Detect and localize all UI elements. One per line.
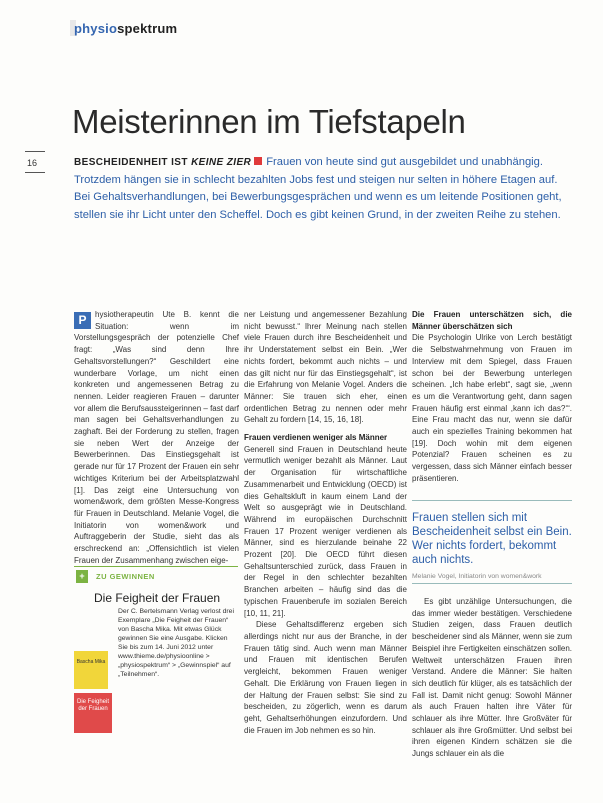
intro-kicker bbox=[74, 157, 251, 168]
column-1 bbox=[74, 309, 239, 566]
drop-cap: P bbox=[74, 312, 91, 329]
column-3-text-a: Die Psychologin Ulrike von Lerch bestätigt die Selbstwahrnehmung von Frauen im Interview mit dem Spiegel, dass Frauen schon bei der Bewerbung unterlegen scheinen. „Ich habe erlebt“, sagt sie, „wenn es um die Verantwortung geht, dann sagen Frauen häufig erst einmal ,kann ich das?‘“. Eine Frau macht das nur, wenn sie dafür auch ein spezielles Training bekommen hat [19]. Doch wohin mit dem eigenen Potenzial? Frauen scheinen es zu vergessen, dass sich Männer einfach besser präsentieren. bbox=[412, 333, 572, 483]
article-intro bbox=[74, 154, 574, 224]
page-number-rule-bottom bbox=[25, 172, 45, 173]
pull-quote-text: Frauen stellen sich mit Bescheidenheit selbst ein Bein. Wer nichts fordert, bekommt auch nichts. bbox=[412, 512, 572, 566]
article-headline: Meisterinnen im Tiefstapeln bbox=[72, 103, 466, 140]
book-cover-bottom bbox=[74, 693, 112, 733]
column-2-text-b: Generell sind Frauen in Deutschland heute vermutlich weniger bezahlt als Männer. Laut der Organisation für wirtschaftliche Zusammenarbeit und Entwicklung (OECD) ist dies Gehaltskluft in kaum einem Land der Welt so ausgeprägt wie in Deutschland. Während im europäischen Durchschnitt Frauen 17 Prozent weniger verdienen als Männer, sind es hierzulande beinahe 22 Prozent [20]. Die OECD führt diesen Gehaltsunterschied zurück, dass Frauen in der Regel in den schlechter bezahlten Branchen arbeiten – häufig sind das die typischen Frauenberufe im sozialen Bereich [10, 11, 21]. bbox=[244, 444, 407, 618]
pull-quote-source: Melanie Vogel, Initiatorin von women&work bbox=[412, 573, 542, 580]
book-title: Die Feigheit der Frauen bbox=[76, 699, 109, 712]
column-2-subheading: Frauen verdienen weniger als Männer bbox=[244, 433, 388, 443]
page-number: 16 bbox=[27, 158, 38, 168]
book-author: Bascha Mika bbox=[76, 659, 106, 665]
column-3 bbox=[412, 309, 572, 485]
book-cover-top bbox=[74, 651, 108, 689]
giveaway-box bbox=[74, 566, 238, 779]
kicker-part1: BESCHEIDENHEIT IST bbox=[74, 157, 192, 168]
kicker-part2: KEINE ZIER bbox=[191, 157, 252, 168]
giveaway-title: Die Feigheit der Frauen bbox=[94, 591, 221, 605]
giveaway-text: Der C. Bertelsmann Verlag verlost drei Exemplare „Die Feigheit der Frauen“ von Bascha Mika. Mit etwas Glück gewinnen Sie eine Ausgabe. Klicken Sie bis zum 14. Juni 2012 unter www.thieme.de/physioonline > „physiospektrum“ > „Gewinnspiel“ auf „Teilnehmen“. bbox=[118, 608, 234, 678]
book-cover-image bbox=[74, 651, 112, 739]
intro-text: Frauen von heute sind gut ausgebildet und unabhängig. Trotzdem hängen sie in schlecht bezahlten Jobs fest und steigen nur selten in höhere Etagen auf. Bei Gehaltsverhandlungen, bei Bewerbungsgesprächen und wenn es um leitende Positionen geht, stellen sie ihr Licht unter den Scheffel. Doch es gibt keinen Grund, in der zweiten Reihe zu stehen. bbox=[74, 156, 562, 221]
plus-icon: + bbox=[76, 570, 88, 583]
column-2-text-a: ner Leistung und angemessener Bezahlung nicht bewusst.“ Ihrer Meinung nach stellen viele Frauen durch ihre Bescheidenheit und ihr Understatement selbst ein Bein. „Wer nichts fordert, bekommt auch nichts – und das gilt nicht nur für das Einstiegsgehalt“, ist die Erfahrung von Melanie Vogel. Anders die Männer: Sie trauen sich eher, einen ordentlichen Betrag zu nennen oder mehr Gehalt zu fordern [14, 15, 16, 18]. bbox=[244, 310, 407, 425]
column-3-continued bbox=[412, 588, 572, 768]
column-2-text-c: Diese Gehaltsdifferenz ergeben sich allerdings nicht nur aus der Branche, in der Frauen tätig sind. Auch wenn man Männer und Frauen mit identischen Berufen vergleicht, bekommen Frauen weniger Gehalt. Die Erklärung von Frauen liegen in der Haltung der Frauen selbst: Sie sind zu bescheiden, zu zögerlich, wenn es darum geht, Gehaltserhöhungen einzufordern. Und die Frauen im Job nehmen es so hin. bbox=[244, 620, 407, 735]
column-1-text: hysiotherapeutin Ute B. kennt die Situation: wenn im Vorstellungsgespräch der potenzielle Chef fragt: „Was sind denn Ihre Gehaltsvorstellungen?“ Geschildert eine wunderbare Vorlage, um nicht einen konkreten und angemessenen Betrag zu nennen. Leider reagieren Frauen – darunter vor allem die Berufsaussteigerinnen – fast darf man sagen bei Gehaltsverhandlungen zu zaghaft. Bei der Forderung zu stellen, fragen sie neben Wert der Anzeige der Bewerberinnen. Das Einstiegsgehalt ist gerade nur für 17 Prozent der Frauen ein sehr wichtiges Kriterium bei der Arbeitsplatzwahl [1]. Das zeigt eine Untersuchung von women&work, dem größten Messe-Kongress für Frauen in Deutschland. Melanie Vogel, die Initiatorin von women&work und Auftraggeberin der Studie, sieht das als erschreckend an: „Offensichtlich ist vielen Frauen der Zusammenhang zwischen eige- bbox=[74, 310, 239, 565]
kicker-square-icon bbox=[254, 157, 262, 165]
column-3-text-b: Es gibt unzählige Untersuchungen, die das immer wieder bestätigen. Verschiedene Studien zeigen, dass Frauen deutlich bescheidener sind als Männer, wenn sie zum Beispiel ihre Fertigkeiten einschätzen sollen. Weltweit unterschätzen Frauen ihren Verstand. Andere die Männer: Sie halten sich deutlich für klüger, als es tatsächlich der Fall ist. Damit nicht genug: Sowohl Männer als auch Frauen halten ihre Väter für schlauer als ihre Mütter. Ihre Großväter für schlauer als ihre Großmütter. Und selbst bei ihren eigenen Kindern schätzen sie die Jungs schlauer ein als die bbox=[412, 597, 572, 759]
giveaway-header bbox=[74, 566, 238, 585]
pull-quote bbox=[412, 500, 572, 580]
section-brand bbox=[74, 21, 177, 36]
brand-part2: spektrum bbox=[117, 21, 178, 36]
brand-part1: physio bbox=[74, 21, 118, 36]
column-2 bbox=[244, 309, 407, 736]
pull-quote-rule bbox=[412, 583, 572, 584]
column-3-subheading: Die Frauen unterschätzen sich, die Männer überschätzen sich bbox=[412, 310, 572, 331]
giveaway-label: ZU GEWINNEN bbox=[96, 572, 155, 581]
page-number-rule-top bbox=[25, 151, 45, 152]
